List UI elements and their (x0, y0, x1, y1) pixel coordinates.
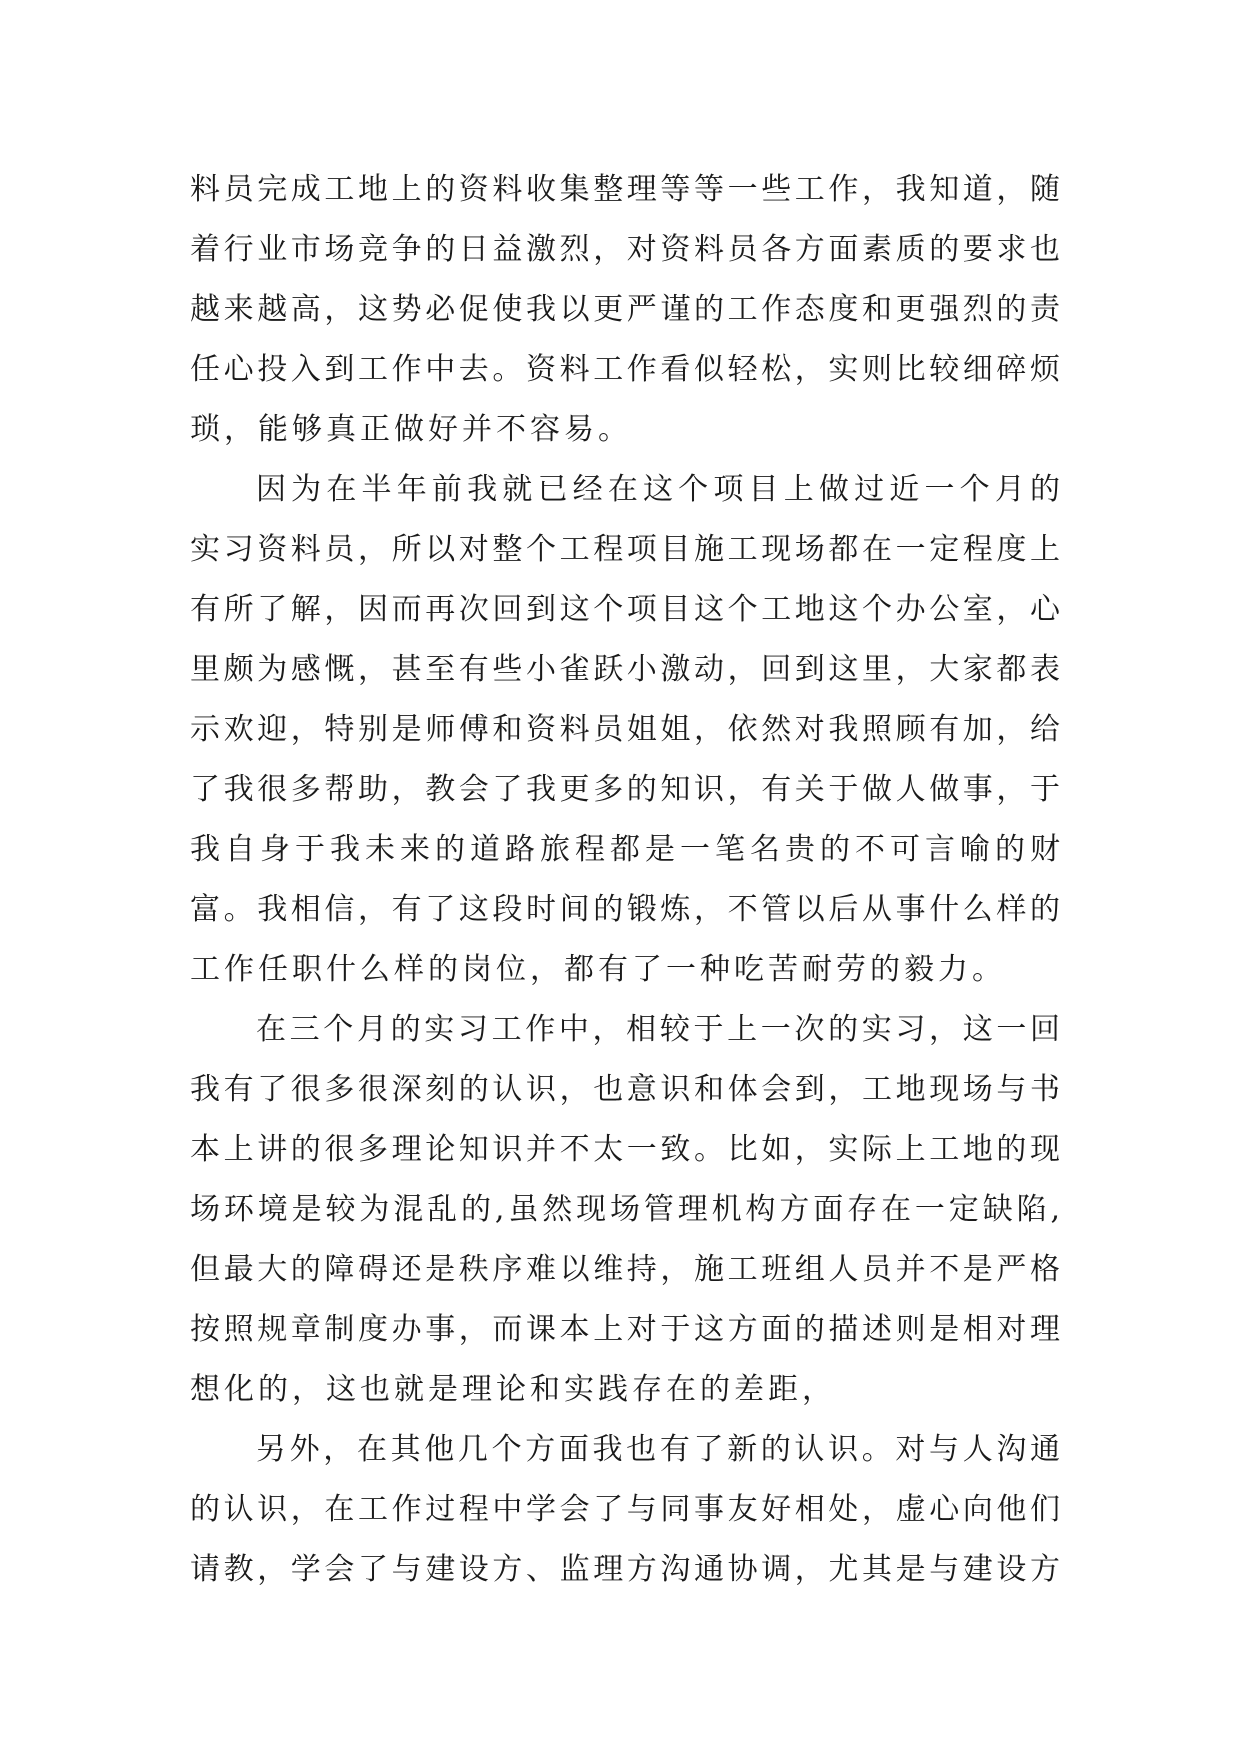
paragraph (190, 1000, 1060, 1420)
text-line: 另外，在其他几个方面我也有了新的认识。对与人沟通 (256, 1432, 1060, 1467)
text-line: 场环境是较为混乱的,虽然现场管理机构方面存在一定缺陷, (190, 1192, 1060, 1227)
text-line: 在三个月的实习工作中，相较于上一次的实习，这一回 (256, 1012, 1060, 1047)
text-line: 实习资料员，所以对整个工程项目施工现场都在一定程度上 (190, 532, 1060, 567)
text-line: 有所了解，因而再次回到这个项目这个工地这个办公室，心 (190, 592, 1060, 627)
paragraph (190, 160, 1060, 460)
text-line: 工作任职什么样的岗位，都有了一种吃苦耐劳的毅力。 (190, 952, 1006, 987)
text-line: 请教，学会了与建设方、监理方沟通协调，尤其是与建设方 (190, 1552, 1060, 1587)
text-line: 任心投入到工作中去。资料工作看似轻松，实则比较细碎烦 (190, 352, 1060, 387)
text-line: 示欢迎，特别是师傅和资料员姐姐，依然对我照顾有加，给 (190, 712, 1060, 747)
text-line: 但最大的障碍还是秩序难以维持，施工班组人员并不是严格 (190, 1252, 1060, 1287)
text-line: 里颇为感慨，甚至有些小雀跃小激动，回到这里，大家都表 (190, 652, 1060, 687)
text-line: 想化的，这也就是理论和实践存在的差距， (190, 1372, 836, 1407)
text-line: 按照规章制度办事，而课本上对于这方面的描述则是相对理 (190, 1312, 1060, 1347)
text-line: 的认识，在工作过程中学会了与同事友好相处，虚心向他们 (190, 1492, 1060, 1527)
text-line: 本上讲的很多理论知识并不太一致。比如，实际上工地的现 (190, 1132, 1060, 1167)
text-line: 因为在半年前我就已经在这个项目上做过近一个月的 (256, 472, 1060, 507)
document-body (190, 160, 1060, 1600)
text-line: 了我很多帮助，教会了我更多的知识，有关于做人做事，于 (190, 772, 1060, 807)
text-line: 琐，能够真正做好并不容易。 (190, 412, 632, 447)
text-line: 我自身于我未来的道路旅程都是一笔名贵的不可言喻的财 (190, 832, 1060, 867)
text-line: 料员完成工地上的资料收集整理等等一些工作，我知道，随 (190, 172, 1060, 207)
text-line: 我有了很多很深刻的认识，也意识和体会到，工地现场与书 (190, 1072, 1060, 1107)
paragraph (190, 1420, 1060, 1600)
text-line: 着行业市场竞争的日益激烈，对资料员各方面素质的要求也 (190, 232, 1060, 267)
paragraph (190, 460, 1060, 1000)
text-line: 越来越高，这势必促使我以更严谨的工作态度和更强烈的责 (190, 292, 1060, 327)
text-line: 富。我相信，有了这段时间的锻炼，不管以后从事什么样的 (190, 892, 1060, 927)
